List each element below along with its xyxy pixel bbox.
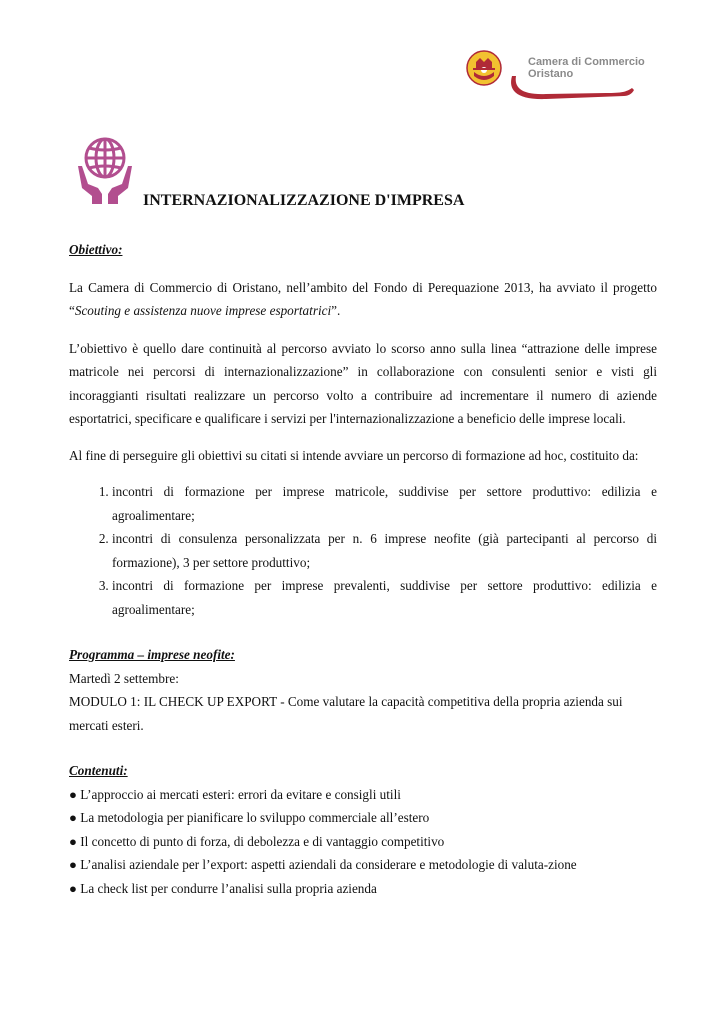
contents-list: [69, 783, 657, 901]
activity-list: [69, 480, 657, 621]
contenuti-heading: Contenuti:: [69, 763, 128, 778]
purpose-paragraph: Al fine di perseguire gli obiettivi su citati si intende avviare un percorso di formazione ad hoc, costituito da:: [69, 447, 639, 463]
brand-swoosh-icon: [506, 74, 636, 104]
list-item: ● La check list per condurre l’analisi sulla propria azienda: [69, 880, 377, 896]
module-title: MODULO 1: IL CHECK UP EXPORT - Come valutare la capacità competitiva della propria azienda sui mercati esteri.: [69, 694, 623, 733]
list-item: ● L’analisi aziendale per l’export: aspetti aziendali da considerare e metodologie di valuta-zione: [69, 857, 577, 872]
intro-quote-close: ”.: [331, 303, 341, 318]
document-title: INTERNAZIONALIZZAZIONE D'IMPRESA: [143, 192, 465, 209]
project-name: Scouting e assistenza nuove imprese esportatrici: [74, 303, 332, 318]
document-body: [69, 238, 657, 900]
list-item: 2. incontri di consulenza personalizzata per n. 6 imprese neofite (già partecipanti al percorso di formazione), 3 per settore produttivo;: [112, 527, 657, 574]
programma-heading: Programma – imprese neofite:: [69, 647, 235, 662]
brand-line-2: Oristano: [528, 68, 574, 80]
intro-text: La Camera di Commercio di Oristano, nell’ambito del Fondo di Perequazione 2013, ha avviato il progetto: [69, 279, 657, 295]
list-item: 3. incontri di formazione per imprese prevalenti, suddivise per settore produttivo: edilizia e agroalimentare;: [112, 574, 657, 621]
list-item: 1. incontri di formazione per imprese matricole, suddivise per settore produttivo: edilizia e agroalimentare;: [112, 480, 657, 527]
list-item: ● La metodologia per pianificare lo sviluppo commerciale all’estero: [69, 810, 430, 825]
chamber-logo: [466, 50, 646, 104]
globe-in-hands-icon: [76, 136, 134, 206]
brand-line-1: Camera di Commercio: [528, 56, 645, 68]
list-item: ● Il concetto di punto di forza, di debolezza e di vantaggio competitivo: [69, 833, 445, 849]
intro-paragraph: [69, 276, 657, 323]
session-date: Martedì 2 settembre:: [69, 670, 179, 686]
chamber-seal-icon: [466, 50, 502, 86]
objective-paragraph: L’obiettivo è quello dare continuità al percorso avviato lo scorso anno sulla linea “attrazione delle imprese matricole nei percorsi di internazionalizzazione” in collaborazione con consulenti senior e visti gli incoraggianti risultati realizzare un percorso volto a contribuire ad incrementare il numero di aziende esportatrici, specificare e qualificare i servizi per l'internazionalizzazione a beneficio delle imprese locali.: [69, 340, 657, 426]
list-item: ● L’approccio ai mercati esteri: errori da evitare e consigli utili: [69, 786, 401, 802]
obiettivo-heading: Obiettivo:: [69, 242, 123, 257]
intro-quote-open: “: [69, 303, 75, 318]
